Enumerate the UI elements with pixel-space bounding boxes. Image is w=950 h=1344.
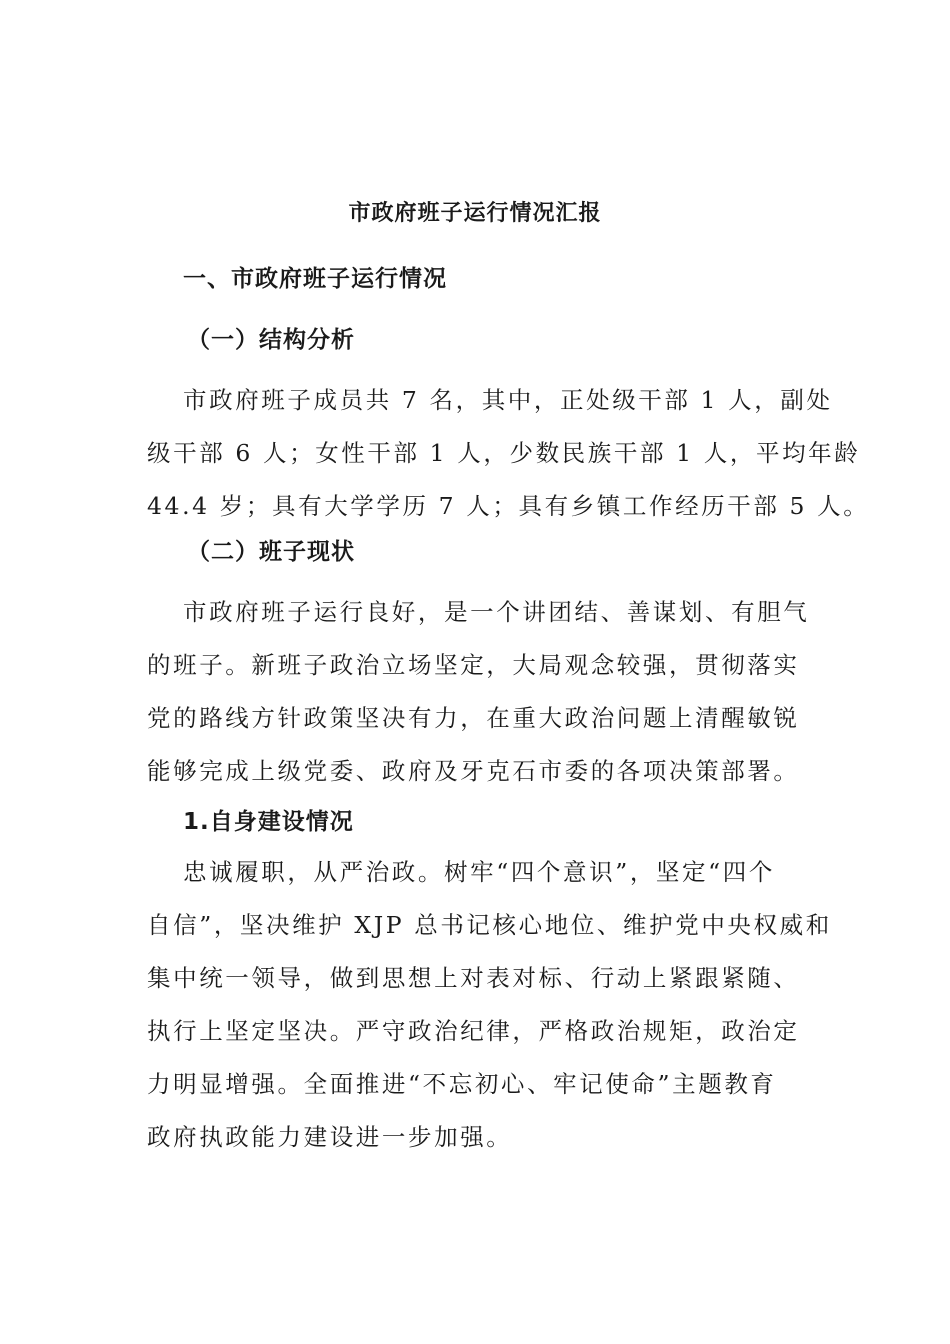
structure-paragraph (147, 374, 870, 533)
paragraph-line: 级干部 6 人；女性干部 1 人，少数民族干部 1 人，平均年龄 (147, 439, 861, 467)
subsection-heading-status: （二）班子现状 (187, 539, 355, 565)
self-building-paragraph (147, 846, 832, 1164)
paragraph-line: 党的路线方针政策坚决有力，在重大政治问题上清醒敏锐 (147, 704, 800, 732)
document-title: 市政府班子运行情况汇报 (348, 201, 602, 226)
item-heading-self-building: 1.自身建设情况 (183, 809, 354, 835)
subsection-heading-structure: （一）结构分析 (187, 327, 355, 353)
paragraph-line: 忠诚履职，从严治政。树牢“四个意识”，坚定“四个 (183, 858, 775, 886)
paragraph-line: 自信”，坚决维护 XJP 总书记核心地位、维护党中央权威和 (147, 911, 832, 939)
paragraph-line: 力明显增强。全面推进“不忘初心、牢记使命”主题教育 (147, 1070, 777, 1098)
paragraph-line: 集中统一领导，做到思想上对表对标、行动上紧跟紧随、 (147, 964, 800, 992)
paragraph-line: 市政府班子运行良好，是一个讲团结、善谋划、有胆气 (183, 598, 810, 626)
paragraph-line: 的班子。新班子政治立场坚定，大局观念较强，贯彻落实 (147, 651, 800, 679)
paragraph-line: 政府执政能力建设进一步加强。 (147, 1123, 513, 1151)
paragraph-line: 市政府班子成员共 7 名，其中，正处级干部 1 人，副处 (183, 386, 833, 414)
paragraph-line: 执行上坚定坚决。严守政治纪律，严格政治规矩，政治定 (147, 1017, 800, 1045)
paragraph-line: 44.4 岁；具有大学学历 7 人；具有乡镇工作经历干部 5 人。 (147, 492, 870, 520)
section-heading: 一、市政府班子运行情况 (183, 266, 447, 292)
status-paragraph (147, 586, 810, 798)
paragraph-line: 能够完成上级党委、政府及牙克石市委的各项决策部署。 (147, 757, 800, 785)
